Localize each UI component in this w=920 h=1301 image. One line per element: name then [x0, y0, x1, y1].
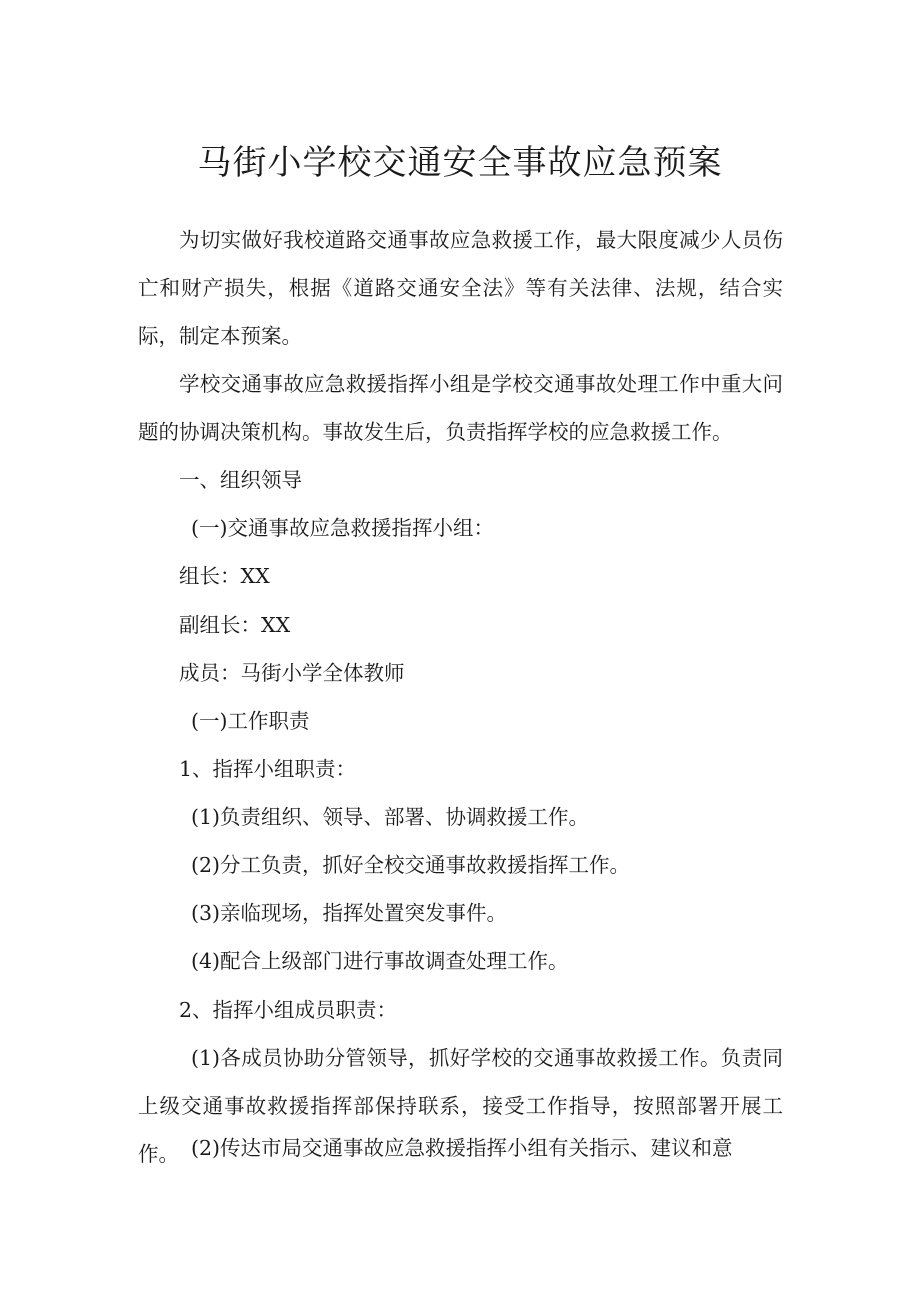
intro-paragraph-1: 为切实做好我校道路交通事故应急救援工作，最大限度减少人员伤亡和财产损失，根据《道路交通安全法》等有关法律、法规，结合实际，制定本预案。: [138, 228, 783, 348]
group-duty-item: (1)负责组织、领导、部署、协调救援工作。: [191, 805, 590, 829]
group-duty-item: (4)配合上级部门进行事故调查处理工作。: [191, 949, 569, 973]
group-duty-item: (2)分工负责，抓好全校交通事故救援指挥工作。: [191, 853, 631, 877]
members-line: 成员：马街小学全体教师: [179, 661, 405, 685]
document-title: 马街小学校交通安全事故应急预案: [197, 143, 723, 183]
member-duty-item: (1)各成员协助分管领导，抓好学校的交通事故救援工作。负责同上级交通事故救援指挥部保持联系，接受工作指导，按照部署开展工作。: [138, 1046, 783, 1166]
group-duty-item: (3)亲临现场，指挥处置突发事件。: [191, 901, 508, 925]
deputy-leader-line: 副组长：XX: [179, 613, 291, 637]
section-heading-organization: 一、组织领导: [179, 468, 302, 492]
intro-paragraph-2: 学校交通事故应急救援指挥小组是学校交通事故处理工作中重大问题的协调决策机构。事故发生后，负责指挥学校的应急救援工作。: [138, 372, 783, 444]
subsection-heading-command-group: (一)交通事故应急救援指挥小组：: [191, 516, 494, 540]
group-duties-heading: 1、指挥小组职责：: [179, 757, 357, 781]
member-duty-item: (2)传达市局交通事故应急救援指挥小组有关指示、建议和意: [191, 1136, 733, 1160]
member-duties-heading: 2、指挥小组成员职责：: [179, 998, 398, 1022]
leader-line: 组长：XX: [179, 564, 270, 588]
subsection-heading-duties: (一)工作职责: [191, 709, 310, 733]
